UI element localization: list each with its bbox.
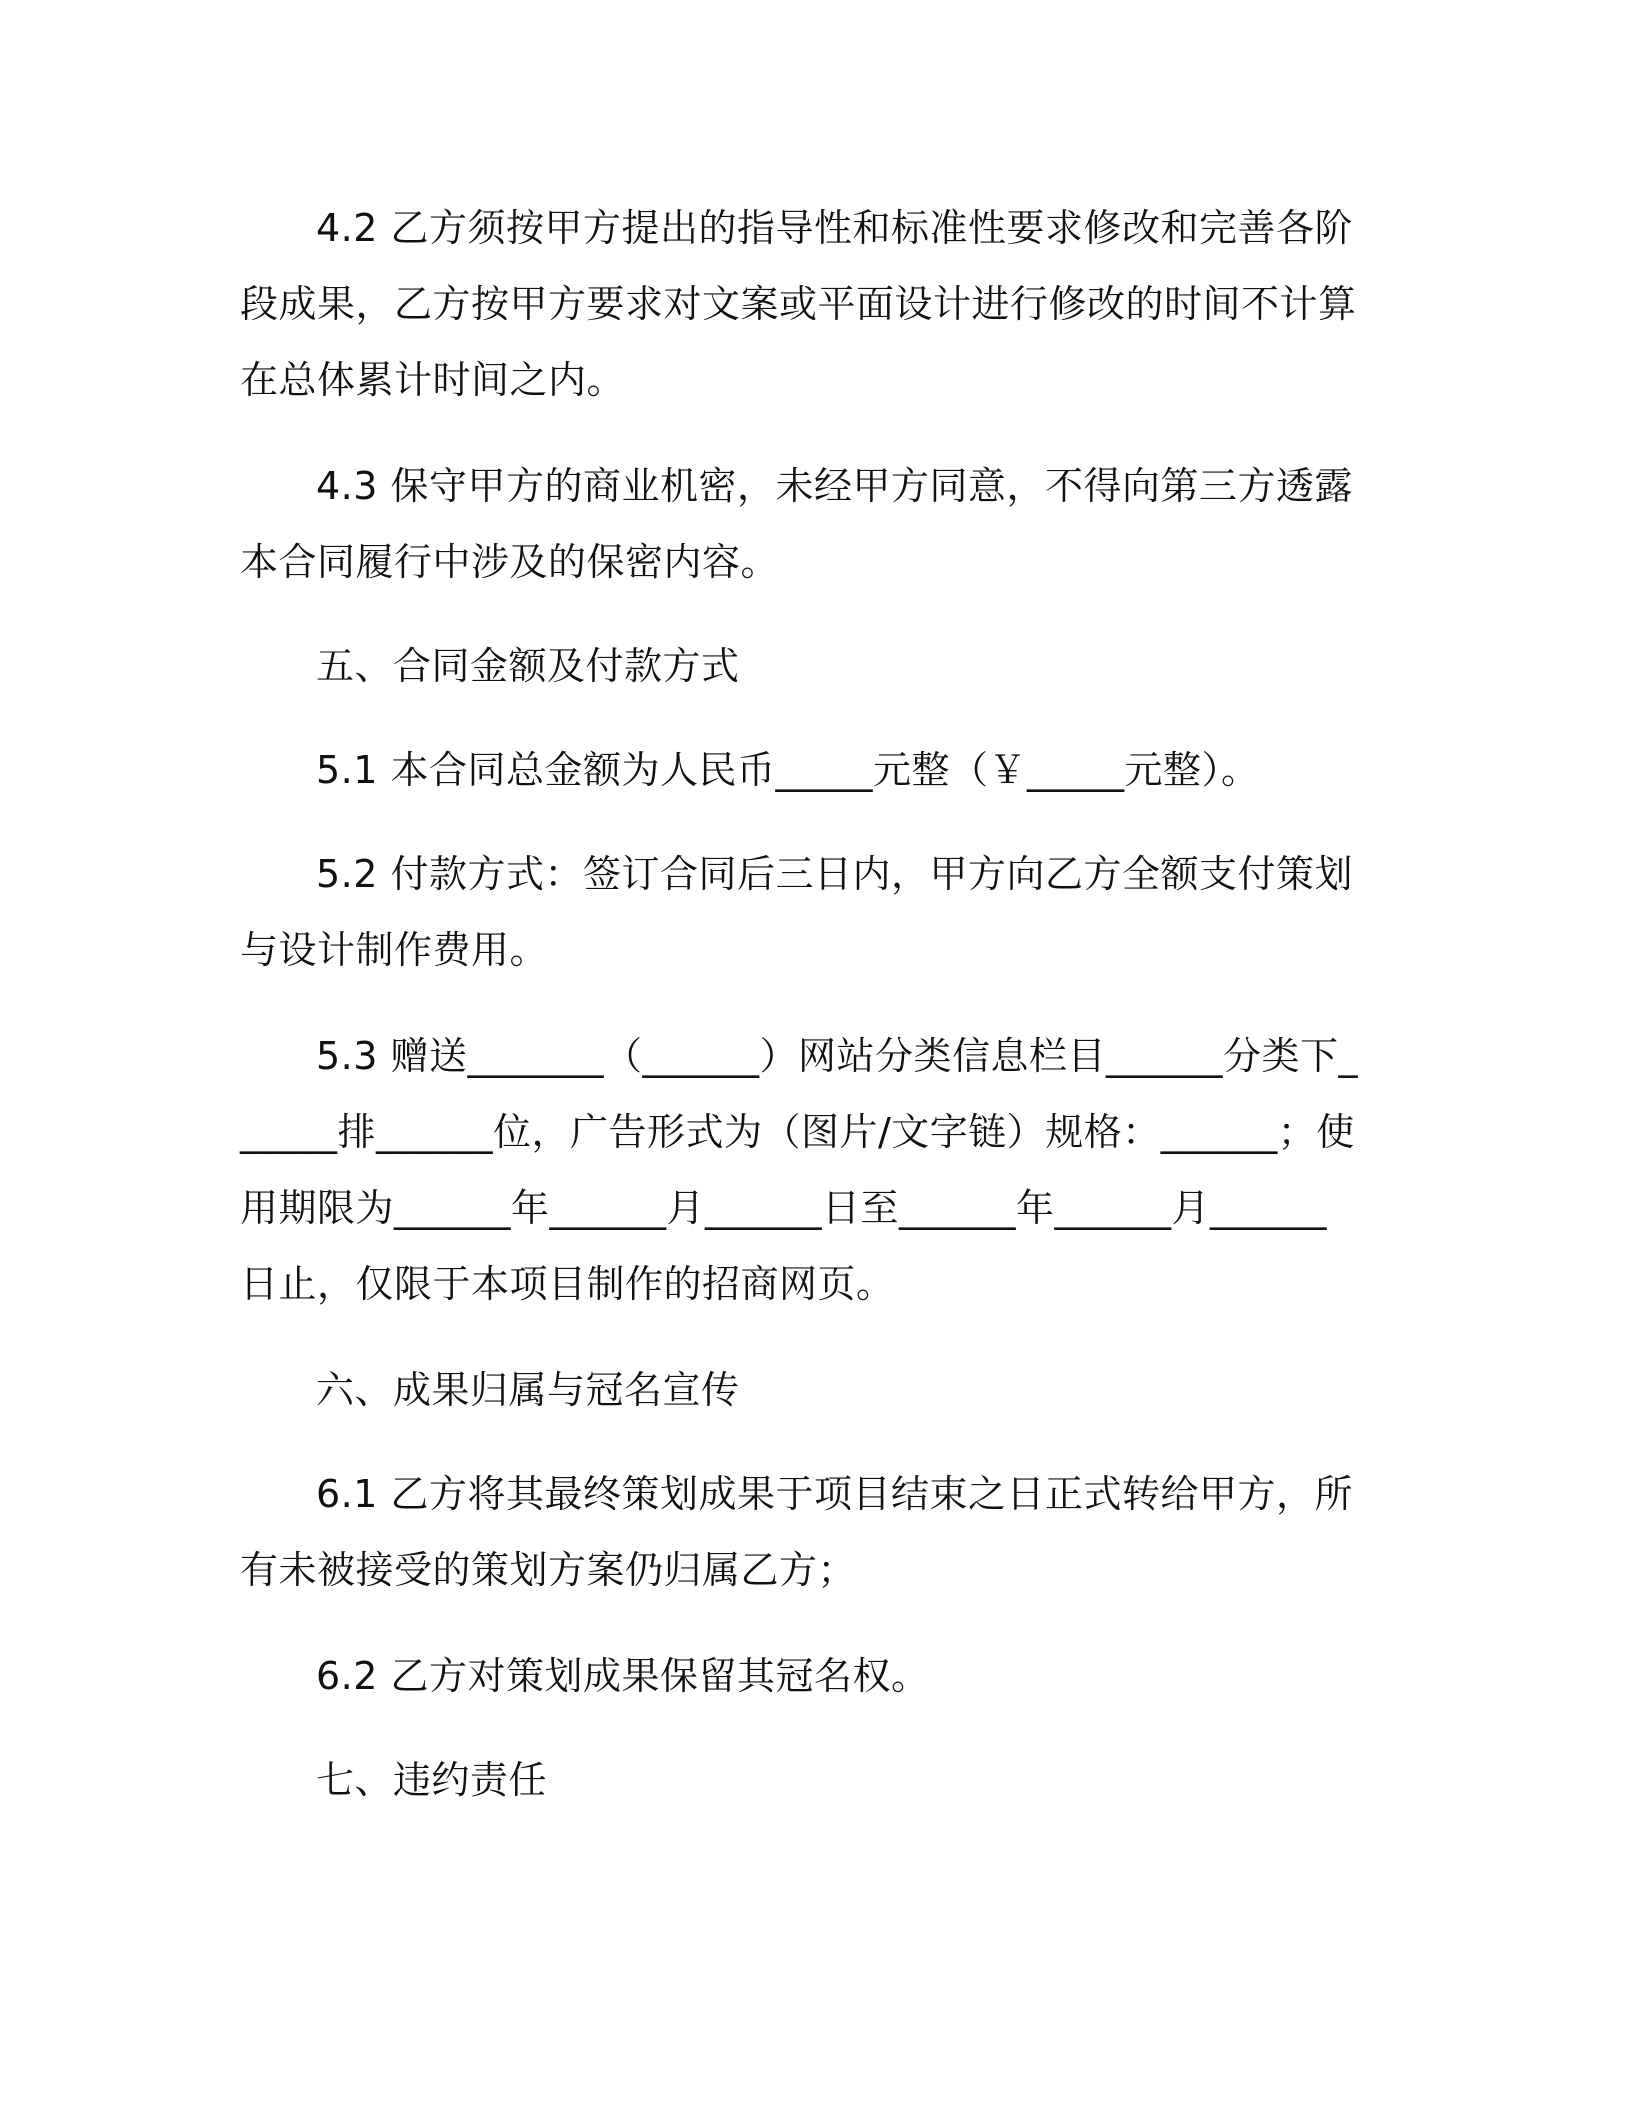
clause-4-2: 4.2 乙方须按甲方提出的指导性和标准性要求修改和完善各阶段成果，乙方按甲方要求对文案或平面设计进行修改的时间不计算在总体累计时间之内。 — [240, 206, 1357, 402]
clause-5-3: 5.3 赠送_______（______）网站分类信息栏目______分类下______排______位，广告形式为（图片/文字链）规格：______；使用期限为______年______月______日至______年______月______日止，仅限于本项目制作的招商网页。 — [240, 1034, 1359, 1306]
clause-6-2: 6.2 乙方对策划成果保留其冠名权。 — [316, 1654, 930, 1698]
section-heading-6: 六、成果归属与冠名宣传 — [316, 1368, 740, 1412]
clause-5-2: 5.2 付款方式：签订合同后三日内，甲方向乙方全额支付策划与设计制作费用。 — [240, 852, 1354, 972]
document-page — [240, 190, 1365, 1818]
clause-4-3: 4.3 保守甲方的商业机密，未经甲方同意，不得向第三方透露本合同履行中涉及的保密内容。 — [240, 464, 1354, 584]
section-heading-7: 七、违约责任 — [316, 1758, 548, 1802]
clause-6-1: 6.1 乙方将其最终策划成果于项目结束之日正式转给甲方，所有未被接受的策划方案仍归属乙方； — [240, 1472, 1354, 1592]
section-heading-5: 五、合同金额及付款方式 — [316, 644, 740, 688]
clause-5-1: 5.1 本合同总金额为人民币_____元整（￥_____元整）。 — [316, 748, 1260, 792]
